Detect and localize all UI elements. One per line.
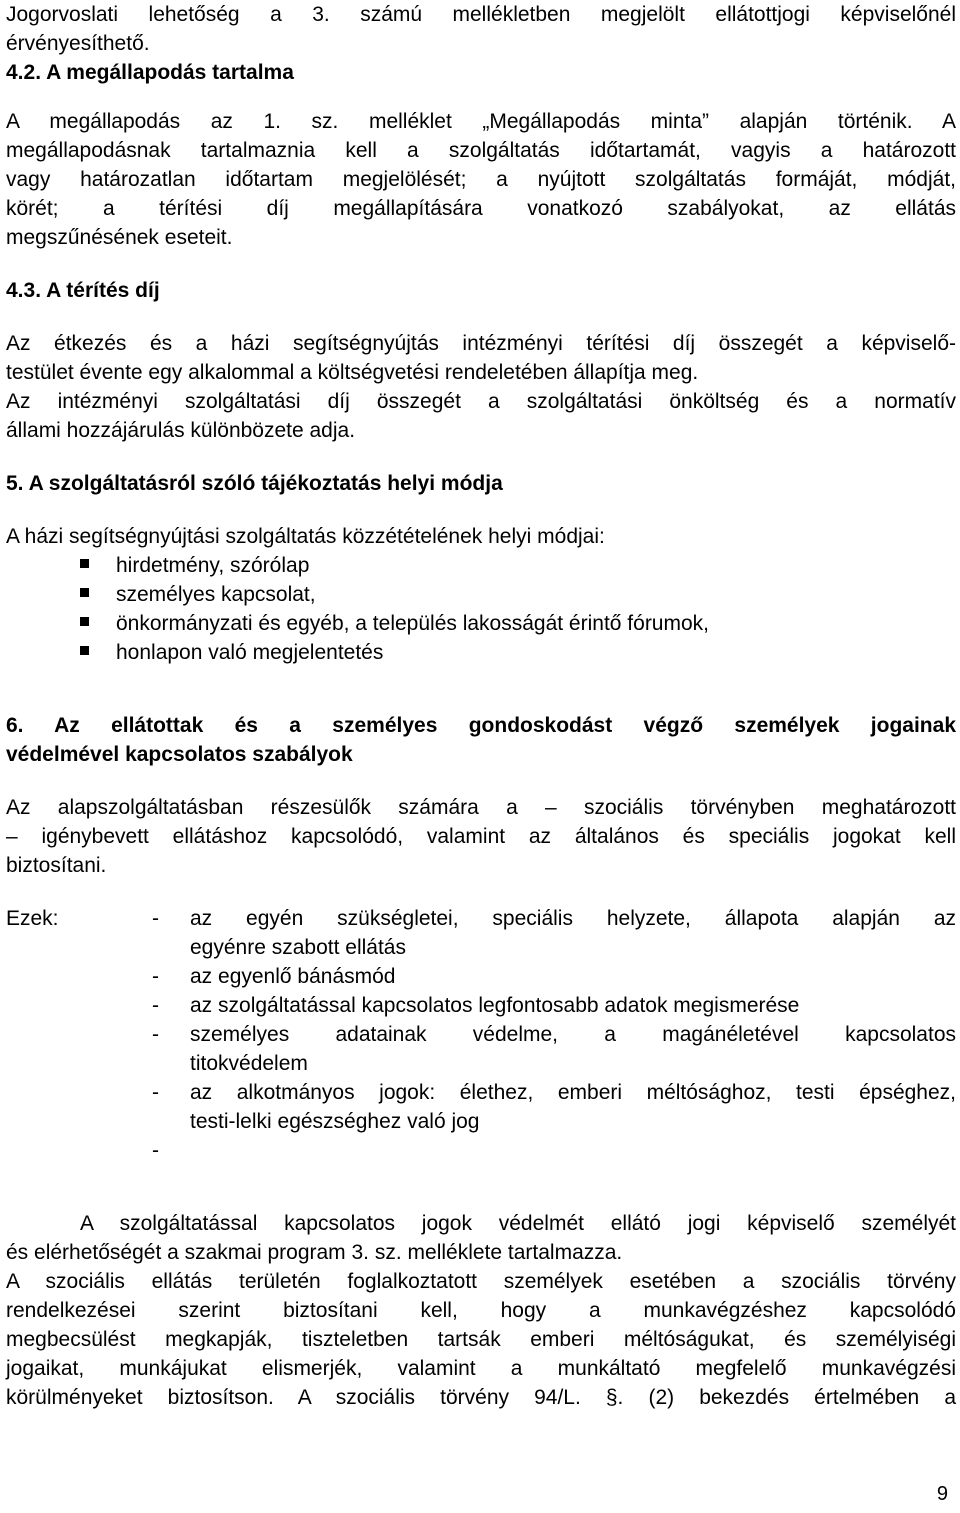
ezek-label: Ezek: bbox=[6, 907, 59, 930]
section-6-heading-line-1: 6. Az ellátottak és a személyes gondoskodást végző személyek jogainak bbox=[6, 714, 956, 737]
rights-item-text: titokvédelem bbox=[190, 1052, 308, 1075]
rights-list-item bbox=[6, 962, 956, 991]
page-number: 9 bbox=[936, 1483, 948, 1505]
paragraph-line: körülményeket biztosítson. A szociális törvény 94/L. §. (2) bekezdés értelmében a bbox=[6, 1386, 956, 1409]
paragraph-line: – igénybevett ellátáshoz kapcsolódó, valamint az általános és speciális jogokat kell bbox=[6, 825, 956, 848]
rights-list-item-continuation bbox=[6, 1049, 956, 1078]
dash-marker: - bbox=[152, 965, 159, 988]
paragraph-line: A szolgáltatással kapcsolatos jogok védelmét ellátó jogi képviselő személyét bbox=[80, 1212, 956, 1235]
paragraph-line: Az intézményi szolgáltatási díj összegét a szolgáltatási önköltség és a normatív bbox=[6, 390, 956, 413]
list-item-text: hirdetmény, szórólap bbox=[116, 554, 310, 577]
paragraph-line: Az alapszolgáltatásban részesülők számára a – szociális törvényben meghatározott bbox=[6, 796, 956, 819]
rights-item-text: az alkotmányos jogok: élethez, emberi méltósághoz, testi épséghez, bbox=[190, 1081, 956, 1104]
paragraph-line: megbecsülést megkapják, tiszteletben tartsák emberi méltóságukat, és személyiségi bbox=[6, 1328, 956, 1351]
rights-list-item bbox=[6, 1136, 956, 1165]
list-item bbox=[6, 580, 956, 609]
rights-item-text: egyénre szabott ellátás bbox=[190, 936, 406, 959]
paragraph-line: testület évente egy alkalommal a költségvetési rendeletében állapítja meg. bbox=[6, 361, 699, 384]
paragraph-line: A megállapodás az 1. sz. melléklet „Megállapodás minta” alapján történik. A bbox=[6, 110, 956, 133]
rights-list-item bbox=[6, 904, 956, 933]
paragraph-line: körét; a térítési díj megállapítására vonatkozó szabályokat, az ellátás bbox=[6, 197, 956, 220]
list-item-text: önkormányzati és egyéb, a település lakosságát érintő fórumok, bbox=[116, 612, 709, 635]
dash-marker: - bbox=[152, 994, 159, 1017]
rights-list-item bbox=[6, 991, 956, 1020]
list-item-text: személyes kapcsolat, bbox=[116, 583, 316, 606]
dash-marker: - bbox=[152, 1023, 159, 1046]
rights-item-text: az szolgáltatással kapcsolatos legfontosabb adatok megismerése bbox=[190, 994, 800, 1017]
document-page bbox=[6, 0, 956, 1412]
section-4-3-heading: 4.3. A térítés díj bbox=[6, 279, 160, 302]
square-bullet-icon bbox=[80, 646, 89, 655]
rights-list-item-continuation bbox=[6, 933, 956, 962]
section-6-heading-line-2: védelmével kapcsolatos szabályok bbox=[6, 743, 353, 766]
square-bullet-icon bbox=[80, 588, 89, 597]
paragraph-line: A szociális ellátás területén foglalkoztatott személyek esetében a szociális törvény bbox=[6, 1270, 956, 1293]
paragraph-line: megállapodásnak tartalmaznia kell a szolgáltatás időtartamát, vagyis a határozott bbox=[6, 139, 956, 162]
rights-list-item-continuation bbox=[6, 1107, 956, 1136]
rights-item-text: az egyenlő bánásmód bbox=[190, 965, 396, 988]
intro-line-2: érvényesíthető. bbox=[6, 32, 150, 55]
section-4-2-heading: 4.2. A megállapodás tartalma bbox=[6, 61, 294, 84]
paragraph-line: megszűnésének eseteit. bbox=[6, 226, 233, 249]
rights-list-item bbox=[6, 1020, 956, 1049]
rights-item-text: testi-lelki egészséghez való jog bbox=[190, 1110, 480, 1133]
list-item bbox=[6, 609, 956, 638]
section-5-intro: A házi segítségnyújtási szolgáltatás közzétételének helyi módjai: bbox=[6, 525, 605, 548]
paragraph-line: Az étkezés és a házi segítségnyújtás intézményi térítési díj összegét a képviselő- bbox=[6, 332, 956, 355]
list-item bbox=[6, 551, 956, 580]
paragraph-line: jogaikat, munkájukat elismerjék, valamint a munkáltató megfelelő munkavégzési bbox=[6, 1357, 956, 1380]
square-bullet-icon bbox=[80, 559, 89, 568]
intro-line-1: Jogorvoslati lehetőség a 3. számú mellékletben megjelölt ellátottjogi képviselőnél bbox=[6, 3, 956, 26]
section-5-heading: 5. A szolgáltatásról szóló tájékoztatás helyi módja bbox=[6, 472, 503, 495]
dash-marker: - bbox=[152, 1139, 159, 1162]
list-item bbox=[6, 638, 956, 667]
rights-list-item bbox=[6, 1078, 956, 1107]
paragraph-line: és elérhetőségét a szakmai program 3. sz. melléklete tartalmazza. bbox=[6, 1241, 623, 1264]
paragraph-line: biztosítani. bbox=[6, 854, 107, 877]
paragraph-line: állami hozzájárulás különbözete adja. bbox=[6, 419, 356, 442]
paragraph-line: vagy határozatlan időtartam megjelölését; a nyújtott szolgáltatás formáját, módját, bbox=[6, 168, 956, 191]
dash-marker: - bbox=[152, 907, 159, 930]
dash-marker: - bbox=[152, 1081, 159, 1104]
rights-item-text: az egyén szükségletei, speciális helyzete, állapota alapján az bbox=[190, 907, 956, 930]
paragraph-line: rendelkezései szerint biztosítani kell, hogy a munkavégzéshez kapcsolódó bbox=[6, 1299, 956, 1322]
list-item-text: honlapon való megjelentetés bbox=[116, 641, 384, 664]
square-bullet-icon bbox=[80, 617, 89, 626]
rights-item-text: személyes adatainak védelme, a magánéletével kapcsolatos bbox=[190, 1023, 956, 1046]
